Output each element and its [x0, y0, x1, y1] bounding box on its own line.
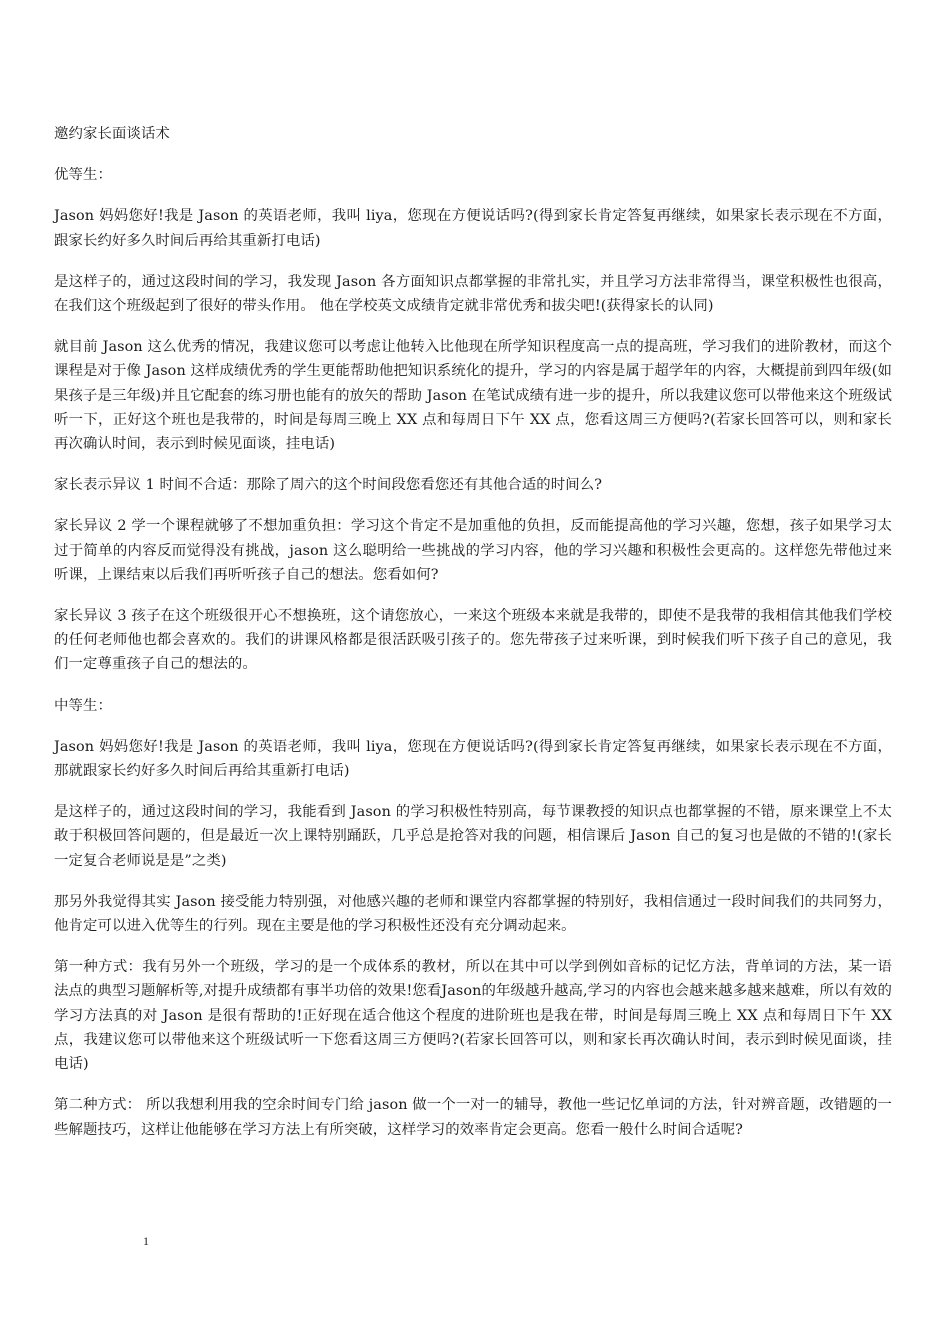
- page-number: 1: [143, 1234, 149, 1248]
- paragraph-potential-average: 那另外我觉得其实 Jason 接受能力特别强，对他感兴趣的老师和课堂内容都掌握的特别好，我相信通过一段时间我们的共同努力，他肯定可以进入优等生的行列。现在主要是他的学习积极性还没有充分调动起来。: [54, 893, 892, 935]
- document-body: [54, 122, 892, 1159]
- document-title: 邀约家长面谈话术: [54, 126, 170, 142]
- paragraph-method-two: 第二种方式： 所以我想利用我的空余时间专门给 jason 做一个一对一的辅导，教他一些记忆单词的方法，针对辨音题，改错题的一些解题技巧，这样让他能够在学习方法上有所突破，这样学习的效率肯定会更高。您看一般什么时间合适呢?: [54, 1097, 892, 1138]
- paragraph-praise-average: 是这样子的，通过这段时间的学习，我能看到 Jason 的学习积极性特别高，每节课教授的知识点也都掌握的不错，原来课堂上不太敢于积极回答问题的，但是最近一次上课特别踊跃，几乎总是抢答对我的问题，相信课后 Jason 自己的复习也是做的不错的!(家长一定复合老师说是是”之类): [54, 804, 892, 869]
- paragraph-greeting-average: Jason 妈妈您好!我是 Jason 的英语老师，我叫 liya，您现在方便说话吗?(得到家长肯定答复再继续，如果家长表示现在不方面，那就跟家长约好多久时间后再给其重新打电话): [54, 738, 892, 780]
- section-heading-top-students: 优等生：: [54, 167, 112, 184]
- paragraph-greeting-top: Jason 妈妈您好!我是 Jason 的英语老师，我叫 liya，您现在方便说话吗?(得到家长肯定答复再继续，如果家长表示现在不方面，跟家长约好多久时间后再给其重新打电话): [54, 208, 892, 249]
- paragraph-objection-1: 家长表示异议 1 时间不合适：那除了周六的这个时间段您看您还有其他合适的时间么?: [54, 477, 603, 494]
- paragraph-praise-top: 是这样子的，通过这段时间的学习，我发现 Jason 各方面知识点都掌握的非常扎实，并且学习方法非常得当，课堂积极性也很高，在我们这个班级起到了很好的带头作用。 他在学校英文成绩肯定就非常优秀和拔尖吧!(获得家长的认同): [54, 273, 892, 315]
- section-heading-average-students: 中等生：: [54, 697, 112, 714]
- paragraph-method-one: 第一种方式：我有另外一个班级，学习的是一个成体系的教材，所以在其中可以学到例如音标的记忆方法，背单词的方法，某一语法点的典型习题解析等,对提升成绩都有事半功倍的效果!您看Jason的年级越升越高,学习的内容也会越来越多越来越难，所以有效的学习方法真的对 Jason 是很有帮助的!正好现在适合他这个程度的进阶班也是我在带，时间是每周三晚上 XX 点和每周日下午 XX 点，我建议您可以带他来这个班级试听一下您看这周三方便吗?(若家长回答可以，则和家长再次确认时间，表示到时候见面谈，挂电话): [54, 959, 892, 1073]
- paragraph-objection-2: 家长异议 2 学一个课程就够了不想加重负担：学习这个肯定不是加重他的负担，反而能提高他的学习兴趣，您想，孩子如果学习太过于简单的内容反而觉得没有挑战，jason 这么聪明给一些挑战的学习内容，他的学习兴趣和积极性会更高的。这样您先带他过来听课，上课结束以后我们再听听孩子自己的想法。您看如何?: [54, 518, 892, 583]
- paragraph-recommend-advanced-class: 就目前 Jason 这么优秀的情况，我建议您可以考虑让他转入比他现在所学知识程度高一点的提高班，学习我们的进阶教材，而这个课程是对于像 Jason 这样成绩优秀的学生更能帮助他把知识系统化的提升，学习的内容是属于超学年的内容，大概提前到四年级(如果孩子是三年级)并且它配套的练习册也能有的放矢的帮助 Jason 在笔试成绩有进一步的提升，所以我建议您可以带他来这个班级试听一下，正好这个班也是我带的，时间是每周三晚上 XX 点和每周日下午 XX 点，您看这周三方便吗?(若家长回答可以，则和家长再次确认时间，表示到时候见面谈，挂电话): [54, 339, 892, 453]
- paragraph-objection-3: 家长异议 3 孩子在这个班级很开心不想换班，这个请您放心，一来这个班级本来就是我带的，即使不是我带的我相信其他我们学校的任何老师他也都会喜欢的。我们的讲课风格都是很活跃吸引孩子的。您先带孩子过来听课，到时候我们听下孩子自己的意见，我们一定尊重孩子自己的想法的。: [54, 608, 892, 673]
